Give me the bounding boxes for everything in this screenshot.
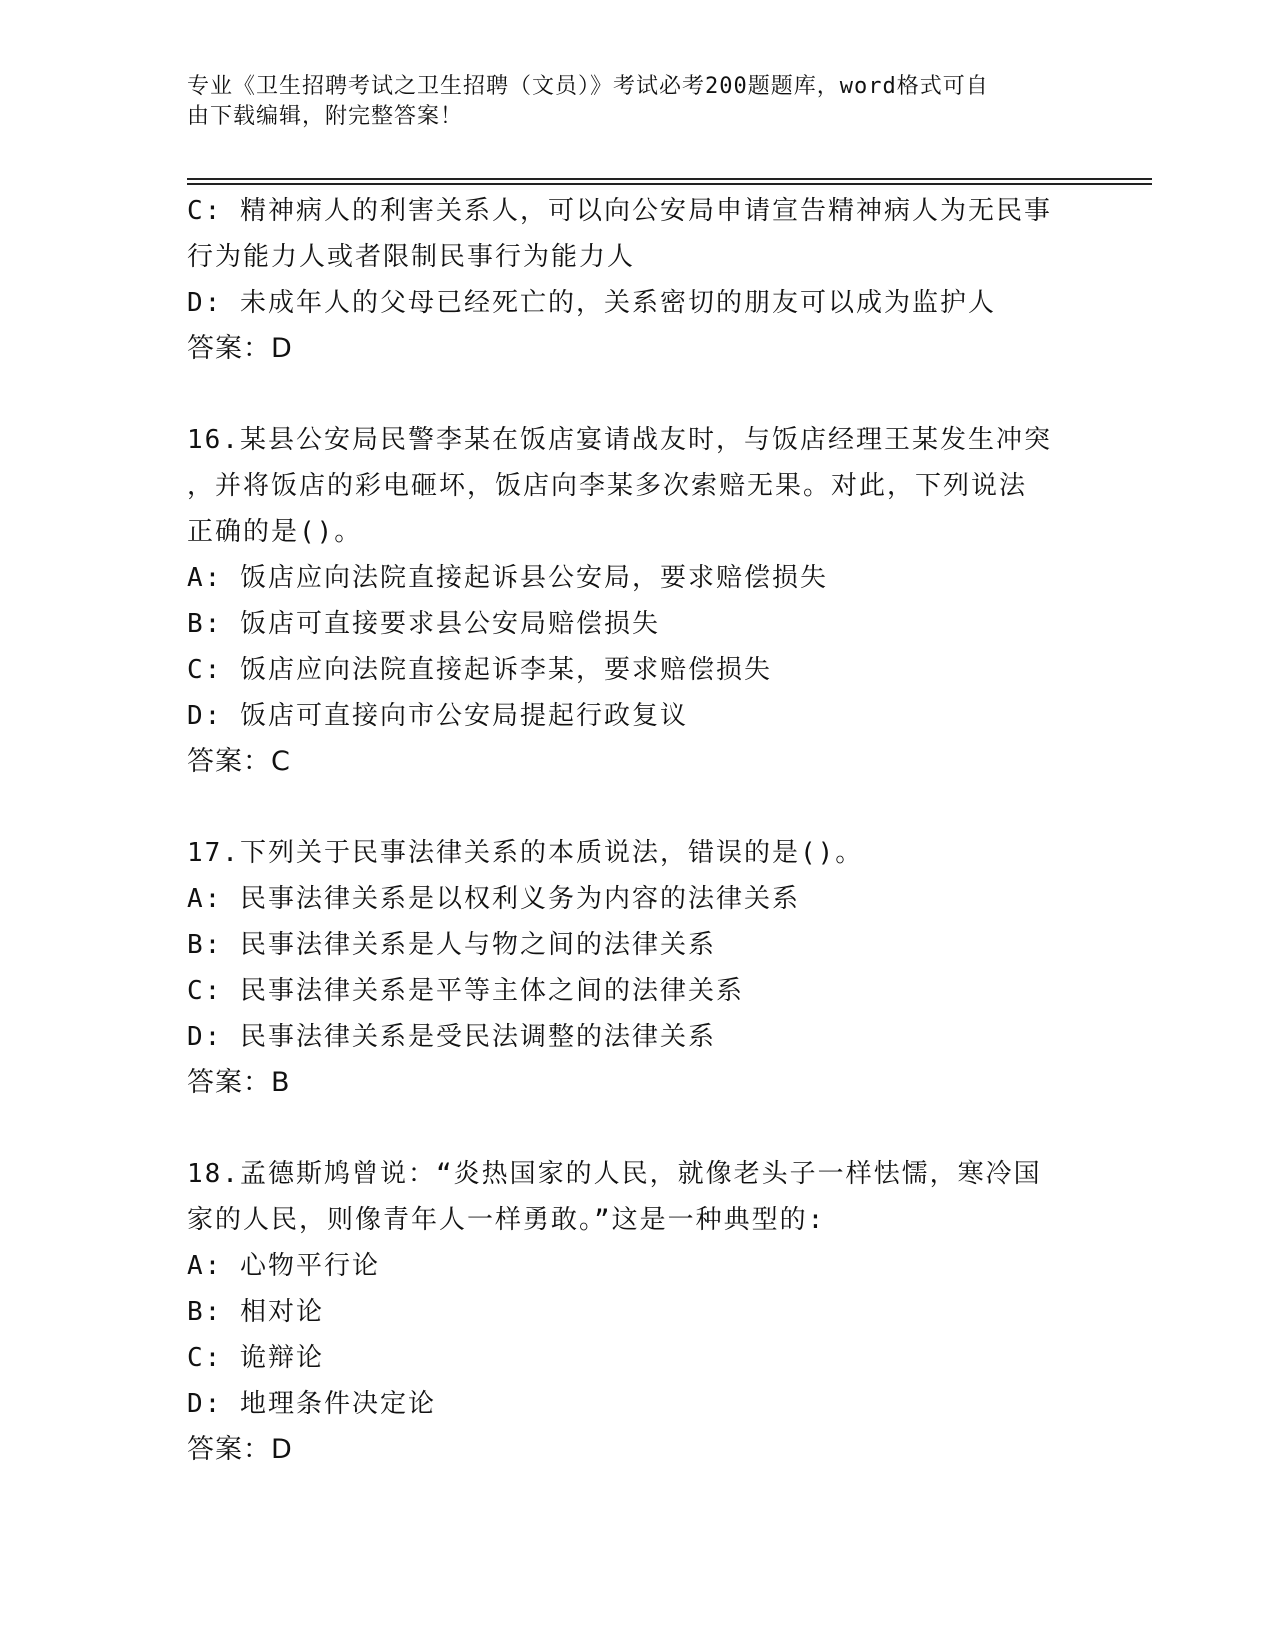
question-stem-line: 正确的是()。 [187, 517, 363, 547]
header-line-1: 专业《卫生招聘考试之卫生招聘（文员）》考试必考200题题库，word格式可自 [187, 74, 989, 99]
question-16 [187, 417, 1087, 785]
question-prev [187, 188, 1087, 372]
question-stem-line: 16.某县公安局民警李某在饭店宴请战友时，与饭店经理王某发生冲突 [187, 425, 1052, 455]
option-d: D: 饭店可直接向市公安局提起行政复议 [187, 701, 688, 731]
option-b: B: 相对论 [187, 1297, 324, 1327]
question-stem-line: ，并将饭店的彩电砸坏，饭店向李某多次索赔无果。对此，下列说法 [187, 471, 1028, 501]
option-b: B: 民事法律关系是人与物之间的法律关系 [187, 930, 716, 960]
document-body [187, 188, 1087, 1473]
header-rule-bottom [187, 183, 1152, 185]
spacer [187, 785, 1087, 830]
option-a: A: 饭店应向法院直接起诉县公安局，要求赔偿损失 [187, 563, 828, 593]
spacer [187, 1106, 1087, 1151]
header-line-2: 由下载编辑，附完整答案！ [187, 104, 464, 129]
answer-line: 答案：B [187, 1067, 291, 1098]
answer-line: 答案：C [187, 746, 291, 777]
option-line: 行为能力人或者限制民事行为能力人 [187, 242, 636, 272]
option-c: C: 饭店应向法院直接起诉李某，要求赔偿损失 [187, 655, 772, 685]
question-18 [187, 1151, 1087, 1473]
option-a: A: 心物平行论 [187, 1251, 380, 1281]
option-d: D: 民事法律关系是受民法调整的法律关系 [187, 1022, 716, 1052]
option-a: A: 民事法律关系是以权利义务为内容的法律关系 [187, 884, 800, 914]
header-rule-top [187, 178, 1152, 180]
document-header [187, 72, 1087, 132]
question-stem-line: 家的人民，则像青年人一样勇敢。”这是一种典型的: [187, 1205, 826, 1235]
option-c: C: 民事法律关系是平等主体之间的法律关系 [187, 976, 744, 1006]
option-d: D: 地理条件决定论 [187, 1389, 436, 1419]
answer-line: 答案：D [187, 1434, 293, 1465]
question-17 [187, 830, 1087, 1106]
answer-line: 答案：D [187, 333, 293, 364]
option-line: D: 未成年人的父母已经死亡的，关系密切的朋友可以成为监护人 [187, 288, 996, 318]
spacer [187, 372, 1087, 417]
question-stem-line: 18.孟德斯鸠曾说：“炎热国家的人民，就像老头子一样怯懦，寒冷国 [187, 1159, 1042, 1189]
question-stem-line: 17.下列关于民事法律关系的本质说法，错误的是()。 [187, 838, 864, 868]
option-line: C: 精神病人的利害关系人，可以向公安局申请宣告精神病人为无民事 [187, 196, 1052, 226]
option-b: B: 饭店可直接要求县公安局赔偿损失 [187, 609, 660, 639]
option-c: C: 诡辩论 [187, 1343, 324, 1373]
